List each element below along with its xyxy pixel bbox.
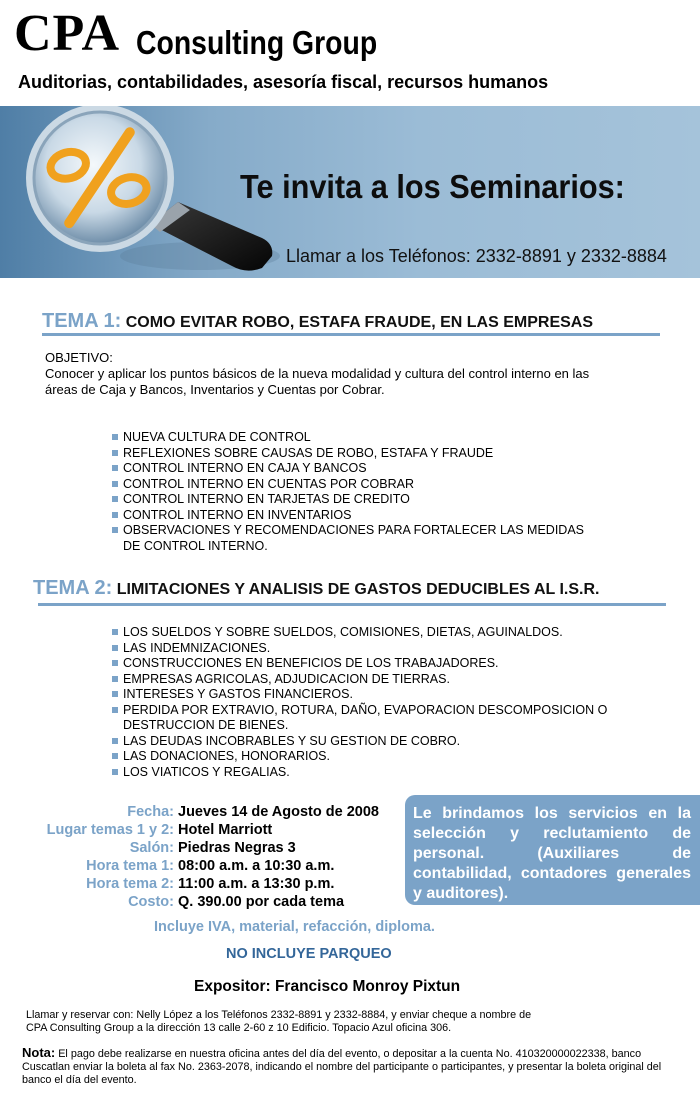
detail-value: Jueves 14 de Agosto de 2008 [178, 804, 379, 820]
detail-row [0, 840, 379, 858]
list-item: NUEVA CULTURA DE CONTROL [112, 430, 652, 446]
event-details [0, 804, 379, 912]
detail-row [0, 894, 379, 912]
list-item-continuation [112, 718, 672, 734]
list-item: LAS DEUDAS INCOBRABLES Y SU GESTION DE COBRO. [112, 734, 672, 750]
tema1-label: TEMA 1: [42, 310, 122, 332]
detail-value: Q. 390.00 por cada tema [178, 894, 345, 910]
list-item: PERDIDA POR EXTRAVIO, ROTURA, DAÑO, EVAPORACION DESCOMPOSICION O [112, 703, 672, 719]
brand-cpa: CPA [14, 5, 121, 62]
reservation-line-2: CPA Consulting Group a la dirección 13 calle 2-60 z 10 Edificio. Topacio Azul oficina 306. [26, 1022, 452, 1034]
list-item: CONTROL INTERNO EN CUENTAS POR COBRAR [112, 477, 652, 493]
list-item-continuation [112, 539, 652, 555]
reservation-info [26, 1009, 686, 1035]
banner-phones: Llamar a los Teléfonos: 2332-8891 y 2332-8884 [286, 246, 667, 266]
objective-line-1: Conocer y aplicar los puntos básicos de la nueva modalidad y cultura del control interno en las [45, 366, 590, 381]
banner-title: Te invita a los Seminarios: [240, 168, 625, 205]
list-item: LAS DONACIONES, HONORARIOS. [112, 749, 672, 765]
tema1-objective [45, 350, 665, 398]
list-item: EMPRESAS AGRICOLAS, ADJUDICACION DE TIERRAS. [112, 672, 672, 688]
detail-row [0, 876, 379, 894]
objective-label: OBJETIVO: [45, 350, 113, 365]
detail-label: Lugar temas 1 y 2: [46, 822, 174, 838]
detail-value: Piedras Negras 3 [178, 840, 296, 856]
includes-text: Incluye IVA, material, refacción, diploma. [154, 919, 435, 935]
tema1-heading [42, 310, 593, 333]
tagline: Auditorias, contabilidades, asesoría fiscal, recursos humanos [18, 72, 549, 92]
tema1-list [112, 430, 652, 554]
brand-consulting-group: Consulting Group [136, 24, 378, 61]
list-item: LOS SUELDOS Y SOBRE SUELDOS, COMISIONES, DIETAS, AGUINALDOS. [112, 625, 672, 641]
tema2-list [112, 625, 672, 780]
list-item: INTERESES Y GASTOS FINANCIEROS. [112, 687, 672, 703]
no-parking-text: NO INCLUYE PARQUEO [226, 946, 392, 962]
detail-row [0, 858, 379, 876]
tema1-title: COMO EVITAR ROBO, ESTAFA FRAUDE, EN LAS EMPRESAS [125, 314, 594, 331]
tema2-heading [33, 577, 599, 600]
detail-label: Salón: [129, 840, 174, 856]
list-item: CONTROL INTERNO EN CAJA Y BANCOS [112, 461, 652, 477]
tema2-rule [38, 603, 666, 606]
list-item-continuation-text: DESTRUCCION DE BIENES. [123, 718, 289, 732]
list-item: LAS INDEMNIZACIONES. [112, 641, 672, 657]
list-item: CONTROL INTERNO EN INVENTARIOS [112, 508, 652, 524]
detail-value: 11:00 a.m. a 13:30 p.m. [178, 876, 335, 892]
list-item: OBSERVACIONES Y RECOMENDACIONES PARA FORTALECER LAS MEDIDAS [112, 523, 652, 539]
detail-row [0, 804, 379, 822]
payment-note [22, 1046, 684, 1087]
list-item: CONSTRUCCIONES EN BENEFICIOS DE LOS TRABAJADORES. [112, 656, 672, 672]
banner [0, 106, 700, 278]
list-item-continuation-text: DE CONTROL INTERNO. [123, 538, 268, 553]
list-item: CONTROL INTERNO EN TARJETAS DE CREDITO [112, 492, 652, 508]
services-text: Le brindamos los servicios en la selección y reclutamiento de personal. (Auxiliares de contabilidad, contadores generales y auditores). [413, 805, 691, 902]
note-label: Nota: [22, 1045, 56, 1060]
list-item: REFLEXIONES SOBRE CAUSAS DE ROBO, ESTAFA Y FRAUDE [112, 446, 652, 462]
detail-label: Fecha: [127, 804, 174, 820]
list-item: LOS VIATICOS Y REGALIAS. [112, 765, 672, 781]
objective-line-2: áreas de Caja y Bancos, Inventarios y Cuentas por Cobrar. [45, 382, 385, 397]
tema2-label: TEMA 2: [33, 577, 113, 599]
detail-label: Hora tema 1: [86, 858, 174, 874]
detail-value: 08:00 a.m. a 10:30 a.m. [178, 858, 335, 874]
reservation-line-1: Llamar y reservar con: Nelly López a los Teléfonos 2332-8891 y 2332-8884, y enviar cheque a nombre de [26, 1009, 532, 1021]
tema2-title: LIMITACIONES Y ANALISIS DE GASTOS DEDUCIBLES AL I.S.R. [116, 581, 600, 598]
note-text: El pago debe realizarse en nuestra oficina antes del día del evento, o depositar a la cuenta No. 410320000022338, banco Cuscatlan enviar la boleta al fax No. 2363-2078, indicando el nombre del participante o participantes, y presentar la boleta original del banco el día del evento. [22, 1048, 662, 1086]
detail-row [0, 822, 379, 840]
detail-label: Hora tema 2: [86, 876, 174, 892]
speaker: Expositor: Francisco Monroy Pixtun [194, 978, 461, 995]
detail-label: Costo: [128, 894, 174, 910]
detail-value: Hotel Marriott [178, 822, 273, 838]
tema1-rule [42, 333, 660, 336]
